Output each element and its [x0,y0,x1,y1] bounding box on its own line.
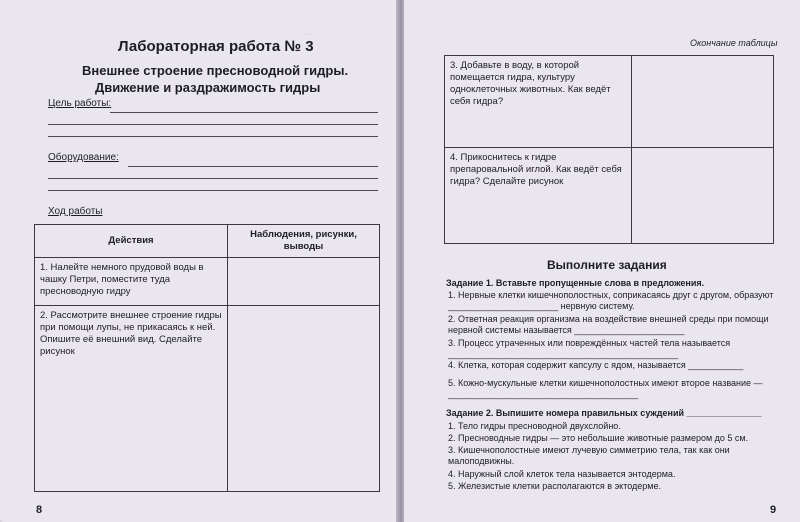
equipment-line-1[interactable] [128,166,378,167]
action-row-1: 1. Налейте немного прудовой воды в чашку Петри, поместите туда пресноводную гидру [35,258,228,306]
observation-cell-3[interactable] [632,56,774,148]
goal-line-2[interactable] [48,124,378,125]
observation-cell-4[interactable] [632,148,774,244]
task1-item-4: 4. Клетка, которая содержит капсулу с ядом, называется ___________ [448,360,744,370]
task1-item-2: 2. Ответная реакция организма на воздействие внешней среды при помощи нервной системы называется ______________________ [448,314,769,335]
goal-label: Цель работы: [48,98,112,109]
task2-title: Задание 2. Выпишите номера правильных суждений _______________ [446,408,762,418]
task1-item-5: 5. Кожно-мускульные клетки кишечнополостных имеют второе название — ______________________________________ [448,378,763,399]
goal-line-3[interactable] [48,136,378,137]
left-page [0,0,398,522]
action-row-4: 4. Прикоснитесь к гидре препаровальной иглой. Как ведёт себя гидра? Сделайте рисунок [445,148,632,244]
observation-cell-1[interactable] [228,258,380,306]
page-number-left: 8 [36,504,43,516]
task2-item-3: 3. Кишечнополостные имеют лучевую симметрию тела, так как они малоподвижны. [448,445,730,466]
task1-item-1: 1. Нервные клетки кишечнополостных, соприкасаясь друг с другом, образуют ______________________ нервную систему. [448,290,774,311]
bleed-through-text: ....... [300,30,314,37]
table-continuation-header: Окончание таблицы [690,38,778,48]
action-row-3: 3. Добавьте в воду, в которой помещается гидра, культуру одноклеточных животных. Как ведёт себя гидра? [445,56,632,148]
task2-item-2: 2. Пресноводные гидры — это небольшие животные размером до 5 см. [448,433,749,443]
lab-table-right [444,55,774,244]
observation-cell-2[interactable] [228,306,380,492]
goal-line-1[interactable] [110,112,378,113]
equipment-line-2[interactable] [48,178,378,179]
tasks-section-title: Выполните задания [547,258,667,272]
equipment-line-3[interactable] [48,190,378,191]
page-number-right: 9 [770,504,777,516]
col-header-observations: Наблюдения, рисунки, выводы [228,225,380,258]
progress-label: Ход работы [48,206,103,217]
lab-subtitle-2: Движение и раздражимость гидры [95,80,321,95]
task2-item-1: 1. Тело гидры пресноводной двухслойно. [448,421,621,431]
lab-subtitle-1: Внешнее строение пресноводной гидры. [82,63,349,78]
task1-item-3: 3. Процесс утраченных или повреждённых частей тела называется ______________________________________________ [448,338,731,359]
action-row-2: 2. Рассмотрите внешнее строение гидры при помощи лупы, не прикасаясь к ней. Опишите её внешний вид. Сделайте рисунок [35,306,228,492]
col-header-actions: Действия [35,225,228,258]
lab-title: Лабораторная работа № 3 [118,38,314,55]
lab-table-left [34,224,380,492]
task1-title: Задание 1. Вставьте пропущенные слова в предложения. [446,278,705,288]
task2-item-4: 4. Наружный слой клеток тела называется энтодерма. [448,469,676,479]
task2-item-5: 5. Железистые клетки располагаются в эктодерме. [448,481,661,491]
equipment-label: Оборудование: [48,152,119,163]
